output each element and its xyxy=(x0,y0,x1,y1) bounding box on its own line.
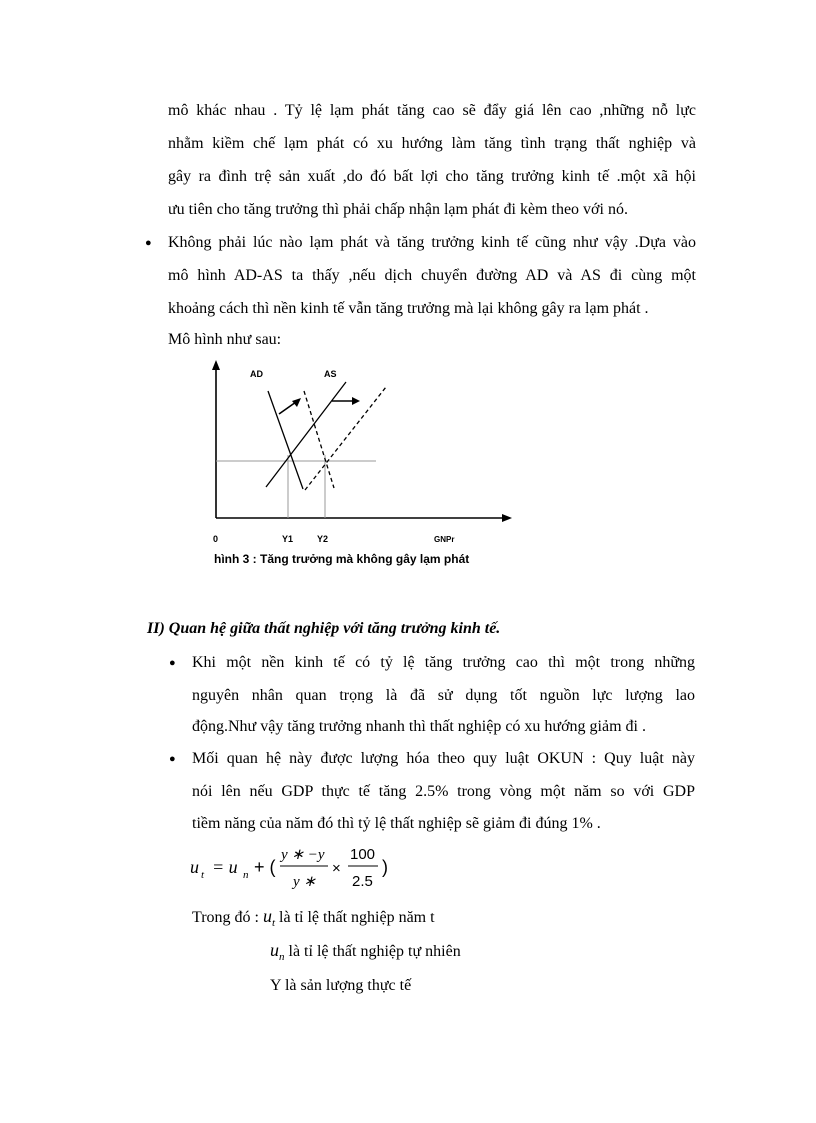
bullet-icon: ● xyxy=(145,237,152,249)
text-line: nguyên nhân quan trọng là đã sử dụng tốt nguồn lực lượng lao xyxy=(192,687,695,704)
formula-lhs: u xyxy=(190,857,199,877)
text-line: Không phải lúc nào lạm phát và tăng trưởng kinh tế cũng như vậy .Dựa vào xyxy=(168,234,696,251)
def-un-sub: n xyxy=(279,951,285,964)
label-y2: Y2 xyxy=(317,534,329,544)
formula-frac1-den: y ∗ xyxy=(293,874,316,890)
text-line: gây ra đình trệ sản xuất ,do đó bất lợi cho tăng trưởng kinh tế .một xã hội xyxy=(168,168,696,185)
label-x-axis: GNPr xyxy=(434,535,455,544)
as-shifted-curve xyxy=(305,387,386,490)
ad-shift-arrowhead xyxy=(292,398,301,407)
formula-frac2-den: 2.5 xyxy=(352,873,373,890)
figure-caption: hình 3 : Tăng trưởng mà không gây lạm phát xyxy=(214,552,470,566)
def-line-un xyxy=(270,940,461,967)
okun-formula xyxy=(190,838,410,898)
text-line: Mối quan hệ này được lượng hóa theo quy luật OKUN : Quy luật này xyxy=(192,750,695,767)
def-ut-text: là tỉ lệ thất nghiệp năm t xyxy=(279,909,435,926)
ad-shift-arrow xyxy=(279,402,296,414)
y-axis-arrowhead xyxy=(212,360,220,370)
text-line: động.Như vậy tăng trưởng nhanh thì thất nghiệp có xu hướng giảm đi . xyxy=(192,718,646,735)
bullet-icon: ● xyxy=(169,753,176,765)
text-line: ưu tiên cho tăng trưởng thì phải chấp nhận lạm phát đi kèm theo với nó. xyxy=(168,201,628,218)
as-shift-arrowhead xyxy=(352,397,360,405)
text-line: nhằm kiềm chế lạm phát có xu hướng làm tăng tình trạng thất nghiệp và xyxy=(168,135,696,152)
formula-plus-paren: + ( xyxy=(254,857,276,877)
formula-frac1-num: y ∗ −y xyxy=(281,847,325,863)
x-axis-arrowhead xyxy=(502,514,512,522)
section-heading: II) Quan hệ giữa thất nghiệp với tăng trưởng kinh tế. xyxy=(147,620,501,637)
formula-eq-rhs: = u xyxy=(212,857,238,877)
text-line: Mô hình như sau: xyxy=(168,331,282,348)
bullet-icon: ● xyxy=(169,657,176,669)
def-intro: Trong đó : xyxy=(192,909,259,926)
text-line: khoảng cách thì nền kinh tế vẫn tăng trưởng mà lại không gây ra lạm phát . xyxy=(168,300,649,317)
ad-shifted-curve xyxy=(304,391,334,488)
ad-as-diagram xyxy=(200,358,520,573)
def-ut-sub: t xyxy=(271,917,276,930)
text-line: Khi một nền kinh tế có tỷ lệ tăng trưởng cao thì một trong những xyxy=(192,654,695,671)
formula-frac2-num: 100 xyxy=(350,846,376,863)
def-un-text: là tỉ lệ thất nghiệp tự nhiên xyxy=(288,943,461,960)
formula-times: × xyxy=(332,860,341,877)
text-line: mô hình AD-AS ta thấy ,nếu dịch chuyển đường AD và AS đi cùng một xyxy=(168,267,696,284)
label-as: AS xyxy=(324,369,337,379)
label-ad: AD xyxy=(250,369,263,379)
def-line-ut xyxy=(192,906,435,933)
formula-close: ) xyxy=(382,857,388,877)
text-line: mô khác nhau . Tỷ lệ lạm phát tăng cao sẽ đẩy giá lên cao ,những nỗ lực xyxy=(168,102,696,119)
label-y1: Y1 xyxy=(282,534,294,544)
formula-lhs-sub: t xyxy=(201,869,205,881)
text-line: nói lên nếu GDP thực tế tăng 2.5% trong vòng một năm so với GDP xyxy=(192,783,695,800)
def-y-text: Y là sản lượng thực tế xyxy=(270,977,412,994)
label-origin: 0 xyxy=(213,534,219,544)
ad-curve xyxy=(268,391,303,489)
text-line: tiềm năng của năm đó thì tỷ lệ thất nghiệp sẽ giảm đi đúng 1% . xyxy=(192,815,601,832)
def-un-symbol: u xyxy=(270,940,279,960)
formula-rhs-sub: n xyxy=(243,869,249,881)
def-ut-symbol: u xyxy=(262,906,272,926)
